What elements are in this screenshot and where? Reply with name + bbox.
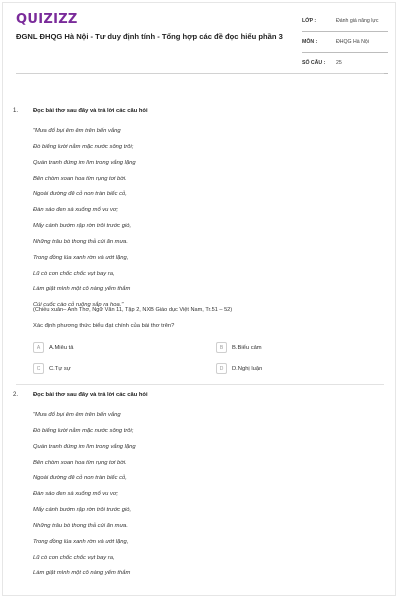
meta-value: Đánh giá năng lực xyxy=(336,18,379,24)
poem-line: Lũ cò con chốc chốc vụt bay ra, xyxy=(33,270,115,277)
option-text: D.Nghị luận xyxy=(232,365,263,372)
poem-line: Những trâu bò thong thả cúi ăn mưa. xyxy=(33,238,129,245)
header-divider xyxy=(16,73,384,74)
worksheet-meta xyxy=(302,11,388,74)
question-number: 2. xyxy=(13,392,19,398)
meta-value: ĐHQG Hà Nội xyxy=(336,39,369,45)
question-divider xyxy=(16,384,384,385)
poem-line: "Mưa đổ bụi êm êm trên bến vắng xyxy=(33,128,121,134)
poem-line: "Mưa đổ bụi êm êm trên bến vắng xyxy=(33,412,121,418)
option-c[interactable] xyxy=(33,363,71,374)
poem-line: Lũ cò con chốc chốc vụt bay ra, xyxy=(33,554,115,561)
option-text: A.Miêu tả xyxy=(49,344,74,351)
poem-line: Ngoài đường đê cỏ non tràn biếc cỏ, xyxy=(33,191,127,198)
worksheet-header xyxy=(0,0,400,72)
poem-line: Mấy cánh bướm rập rờn trôi trước gió, xyxy=(33,507,132,514)
meta-value: 25 xyxy=(336,60,342,66)
poem-line: Đò biếng lười nằm mặc nước sông trôi; xyxy=(33,427,134,434)
worksheet-title: ĐGNL ĐHQG Hà Nội - Tư duy định tính - Tổng hợp các đề đọc hiểu phần 3 xyxy=(16,32,283,41)
meta-label: MÔN : xyxy=(302,39,318,45)
poem-line: Những trâu bò thong thả cúi ăn mưa. xyxy=(33,522,129,529)
option-letter-box: A xyxy=(33,342,44,353)
option-letter-box: B xyxy=(216,342,227,353)
poem-line: Đàn sáo đen sà xuống mổ vu vơ; xyxy=(33,207,119,214)
poem-citation: (Chiều xuân– Anh Thơ, Ngữ Văn 11, Tập 2, NXB Giáo dục Việt Nam, Tr.51 – 52) xyxy=(33,307,233,313)
poem-line: Làm giật mình một cô nàng yếm thắm xyxy=(33,286,131,293)
poem-line: Quán tranh đứng im lìm trong vắng lặng xyxy=(33,443,136,450)
poem-line: Bên chòm xoan hoa tím rụng tơi bời. xyxy=(33,459,127,466)
option-b[interactable] xyxy=(216,342,262,353)
meta-label: SỐ CÂU : xyxy=(302,60,326,66)
quizizz-logo: QUIZIZZ xyxy=(16,12,78,27)
poem-line: Đàn sáo đen sà xuống mổ vu vơ; xyxy=(33,491,119,498)
question-number: 1. xyxy=(13,108,19,114)
option-text: C.Tự sự xyxy=(49,365,71,372)
option-d[interactable] xyxy=(216,363,262,374)
meta-row-question-count xyxy=(302,53,388,74)
meta-row-subject xyxy=(302,32,388,53)
poem-line: Trong đồng lúa xanh rờn và ướt lặng, xyxy=(33,254,129,261)
poem-line: Trong đồng lúa xanh rờn và ướt lặng, xyxy=(33,538,129,545)
option-text: B.Biểu cảm xyxy=(232,344,262,351)
poem-line: Cúi cuốc cào cỏ ruộng sắp ra hoa." xyxy=(33,302,124,309)
meta-label: LỚP : xyxy=(302,18,317,24)
question-prompt: Xác định phương thức biểu đạt chính của bài thơ trên? xyxy=(33,323,175,329)
option-letter-box: C xyxy=(33,363,44,374)
question-heading: Đọc bài thơ sau đây và trả lời các câu hỏi xyxy=(33,392,148,398)
poem-line: Đò biếng lười nằm mặc nước sông trôi; xyxy=(33,143,134,150)
poem-line: Làm giật mình một cô nàng yếm thắm xyxy=(33,570,131,577)
option-a[interactable] xyxy=(33,342,74,353)
poem-text xyxy=(33,124,136,314)
poem-text xyxy=(33,408,136,582)
poem-line: Bên chòm xoan hoa tím rụng tơi bời. xyxy=(33,175,127,182)
poem-line: Mấy cánh bướm rập rờn trôi trước gió, xyxy=(33,223,132,230)
meta-row-class xyxy=(302,11,388,32)
poem-line: Quán tranh đứng im lìm trong vắng lặng xyxy=(33,159,136,166)
option-letter-box: D xyxy=(216,363,227,374)
poem-line: Ngoài đường đê cỏ non tràn biếc cỏ, xyxy=(33,475,127,482)
question-heading: Đọc bài thơ sau đây và trả lời các câu hỏi xyxy=(33,108,148,114)
